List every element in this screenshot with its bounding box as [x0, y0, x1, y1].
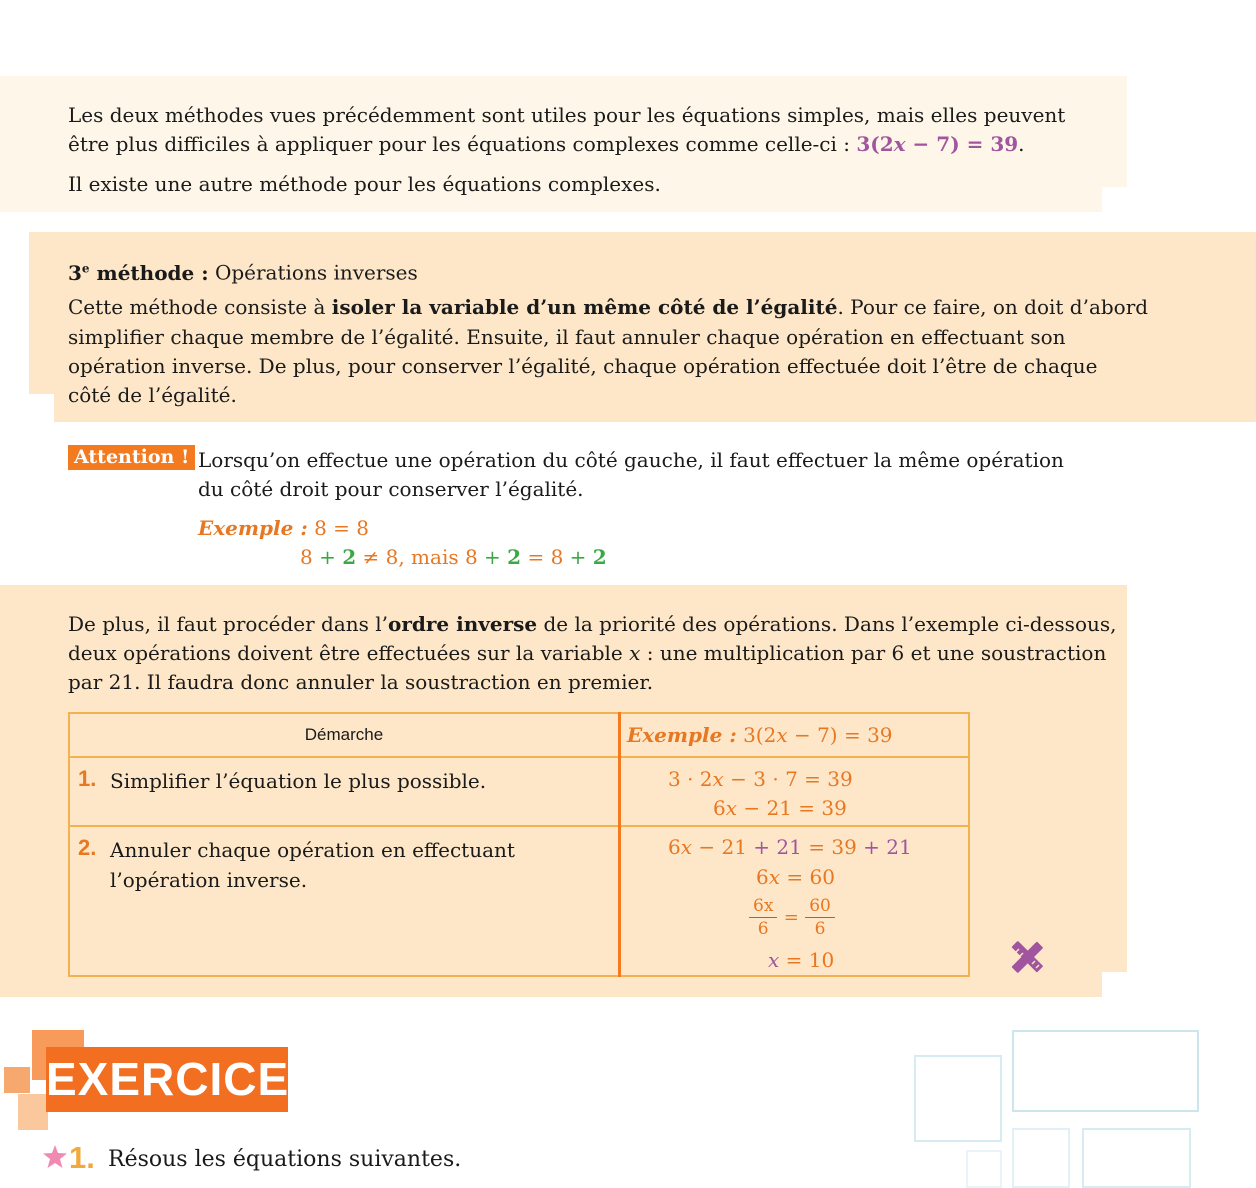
fraction-equation: $\frac{6x}{6}$ = $\frac{60}{6}$: [749, 895, 835, 940]
equation: 3 · 2x − 3 · 7 = 39: [668, 767, 853, 791]
intro-line-1: Les deux méthodes vues précédemment sont utiles pour les équations simples, mais elles peuvent: [68, 103, 1066, 127]
decor-outline-square: [1082, 1128, 1191, 1188]
exercices-title: EXERCICES: [46, 1047, 288, 1112]
step-text: Simplifier l’équation le plus possible.: [110, 769, 487, 793]
star-icon: [43, 1145, 67, 1168]
equation: 6x = 60: [756, 865, 835, 889]
exercise-number: 1.: [69, 1140, 95, 1175]
table-header-left: Démarche: [69, 713, 620, 757]
method-line-2: simplifier chaque membre de l’égalité. Ensuite, il faut annuler chaque opération en effectuant son: [68, 325, 1066, 349]
order-line-3: par 21. Il faudra donc annuler la soustraction en premier.: [68, 670, 654, 694]
attention-line-1: Lorsqu’on effectue une opération du côté gauche, il faut effectuer la même opération: [198, 448, 1064, 472]
attention-example-2: 8 + 2 ≠ 8, mais 8 + 2 = 8 + 2: [300, 545, 607, 569]
method-line-4: côté de l’égalité.: [68, 383, 237, 407]
decor-outline-square: [1012, 1030, 1199, 1112]
intro-line-3: Il existe une autre méthode pour les équations complexes.: [68, 172, 661, 196]
demarche-table: [68, 712, 970, 977]
order-line-1: De plus, il faut procéder dans l’ordre inverse de la priorité des opérations. Dans l’exemple ci-dessous,: [68, 612, 1117, 636]
equation: 6x − 21 + 21 = 39 + 21: [668, 835, 912, 859]
intro-line-2: être plus difficiles à appliquer pour les équations complexes comme celle-ci : 3(2x − 7) = 39.: [68, 132, 1025, 156]
step-text: Annuler chaque opération en effectuant: [110, 838, 515, 862]
decor-outline-square: [914, 1055, 1002, 1142]
step-number: 1.: [78, 766, 97, 791]
equation: x = 10: [768, 948, 835, 972]
table-row-example: [620, 826, 970, 976]
step-number: 2.: [78, 835, 97, 860]
order-line-2: deux opérations doivent être effectuées sur la variable x : une multiplication par 6 et une soustraction: [68, 641, 1107, 665]
exercise-text: Résous les équations suivantes.: [108, 1147, 462, 1172]
table-row: [69, 757, 620, 826]
decor-outline-square: [966, 1150, 1002, 1188]
method-line-3: opération inverse. De plus, pour conserver l’égalité, chaque opération effectuée doit l’être de chaque: [68, 354, 1098, 378]
pencil-ruler-icon: [1008, 938, 1046, 976]
decor-square: [4, 1067, 30, 1093]
attention-example-1: Exemple : 8 = 8: [198, 516, 369, 540]
decor-outline-square: [1012, 1128, 1070, 1188]
decor-square: [18, 1094, 48, 1130]
table-row-example: [620, 757, 970, 826]
attention-badge: Attention !: [68, 445, 195, 470]
step-text: l’opération inverse.: [110, 868, 308, 892]
table-row: [69, 826, 620, 976]
method-line-1: Cette méthode consiste à isoler la variable d’un même côté de l’égalité. Pour ce faire, on doit d’abord: [68, 295, 1149, 319]
attention-line-2: du côté droit pour conserver l’égalité.: [198, 477, 584, 501]
method-title: 3e méthode : Opérations inverses: [68, 260, 418, 285]
table-header-right: Exemple : 3(2x − 7) = 39: [620, 713, 970, 757]
equation: 6x − 21 = 39: [713, 796, 847, 820]
